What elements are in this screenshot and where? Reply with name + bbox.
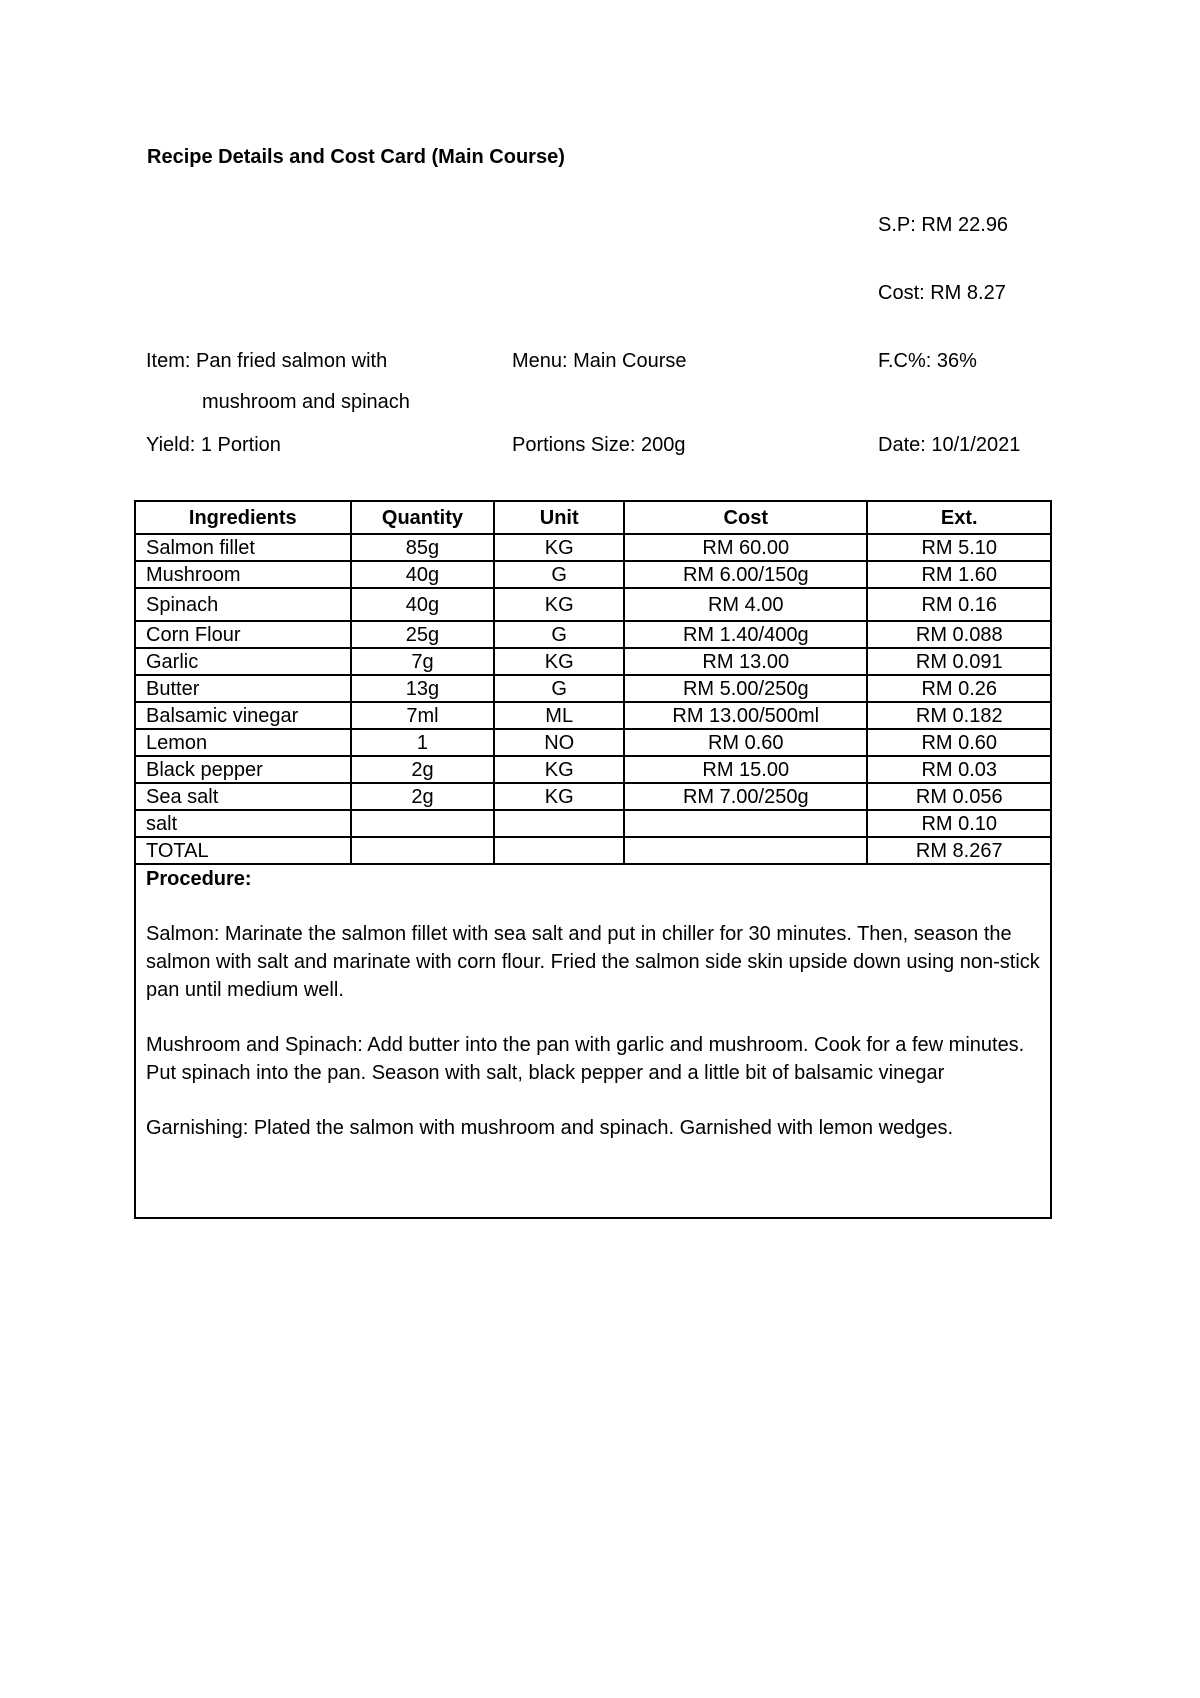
unit-cell: KG [494,588,624,621]
total-ext-cell: RM 8.267 [867,837,1051,864]
unit-cell: G [494,561,624,588]
procedure-salmon: Salmon: Marinate the salmon fillet with sea salt and put in chiller for 30 minutes. Then, season the salmon with salt and marinate with corn flour. Fried the salmon side skin upside down using non-stick pan until medium well. [146,923,1040,1001]
quantity-cell [351,837,495,864]
ext-cell: RM 1.60 [867,561,1051,588]
table-row [135,756,1051,783]
quantity-cell: 1 [351,729,495,756]
quantity-cell: 7g [351,648,495,675]
ext-cell: RM 0.03 [867,756,1051,783]
header-cost: Cost [624,501,867,534]
cost-cell [624,837,867,864]
cost-cell: RM 0.60 [624,729,867,756]
date-label: Date: 10/1/2021 [878,434,1021,456]
cost-cell: RM 5.00/250g [624,675,867,702]
item-name-line2: mushroom and spinach [202,391,410,413]
table-row [135,810,1051,837]
cost-cell: RM 1.40/400g [624,621,867,648]
unit-cell: G [494,675,624,702]
selling-price: S.P: RM 22.96 [878,214,1009,236]
food-cost-percent: F.C%: 36% [878,350,977,372]
ingredient-cell: salt [135,810,351,837]
cost-cell: RM 13.00 [624,648,867,675]
header-ingredients: Ingredients [135,501,351,534]
quantity-cell: 40g [351,588,495,621]
table-row [135,534,1051,561]
quantity-cell: 40g [351,561,495,588]
ext-cell: RM 0.056 [867,783,1051,810]
unit-cell: KG [494,648,624,675]
ingredient-cell: Spinach [135,588,351,621]
cost-cell: RM 7.00/250g [624,783,867,810]
procedure-mushroom-spinach: Mushroom and Spinach: Add butter into the pan with garlic and mushroom. Cook for a few minutes. Put spinach into the pan. Season with salt, black pepper and a little bit of balsamic vinegar [146,1034,1025,1084]
procedure-box [134,865,1052,1219]
procedure-title: Procedure: [146,868,252,890]
table-row [135,675,1051,702]
ext-cell: RM 0.088 [867,621,1051,648]
cost-cell: RM 15.00 [624,756,867,783]
quantity-cell: 85g [351,534,495,561]
ingredient-cost-table [134,500,1052,865]
cost-cell [624,810,867,837]
unit-cell: KG [494,783,624,810]
ingredient-cell: Butter [135,675,351,702]
ingredient-cell: Balsamic vinegar [135,702,351,729]
header-ext: Ext. [867,501,1051,534]
table-row [135,588,1051,621]
procedure-garnishing: Garnishing: Plated the salmon with mushroom and spinach. Garnished with lemon wedges. [146,1117,954,1139]
ingredient-cell: Salmon fillet [135,534,351,561]
ingredient-cell: Corn Flour [135,621,351,648]
cost-cell: RM 13.00/500ml [624,702,867,729]
ext-cell: RM 0.26 [867,675,1051,702]
table-row [135,648,1051,675]
ingredient-cell: Mushroom [135,561,351,588]
unit-cell [494,810,624,837]
total-label-cell: TOTAL [135,837,351,864]
ext-cell: RM 0.60 [867,729,1051,756]
ingredient-cell: Garlic [135,648,351,675]
ext-cell: RM 5.10 [867,534,1051,561]
unit-cell: KG [494,756,624,783]
unit-cell: NO [494,729,624,756]
cost-cell: RM 6.00/150g [624,561,867,588]
unit-cell [494,837,624,864]
header-unit: Unit [494,501,624,534]
total-row [135,837,1051,864]
unit-cell: G [494,621,624,648]
ext-cell: RM 0.10 [867,810,1051,837]
quantity-cell: 25g [351,621,495,648]
table-row [135,621,1051,648]
table-row [135,702,1051,729]
unit-cell: KG [494,534,624,561]
quantity-cell: 2g [351,783,495,810]
quantity-cell: 7ml [351,702,495,729]
quantity-cell: 2g [351,756,495,783]
table-row [135,783,1051,810]
document-title: Recipe Details and Cost Card (Main Course) [147,146,565,168]
cost-cell: RM 4.00 [624,588,867,621]
ingredient-cell: Sea salt [135,783,351,810]
ext-cell: RM 0.091 [867,648,1051,675]
total-cost: Cost: RM 8.27 [878,282,1006,304]
unit-cell: ML [494,702,624,729]
quantity-cell: 13g [351,675,495,702]
item-name-line1: Item: Pan fried salmon with [146,350,388,372]
ingredient-cell: Lemon [135,729,351,756]
table-row [135,561,1051,588]
cost-cell: RM 60.00 [624,534,867,561]
portion-size-label: Portions Size: 200g [512,434,686,456]
ext-cell: RM 0.16 [867,588,1051,621]
table-row [135,729,1051,756]
yield-label: Yield: 1 Portion [146,434,281,456]
ext-cell: RM 0.182 [867,702,1051,729]
ingredient-cell: Black pepper [135,756,351,783]
table-header-row [135,501,1051,534]
menu-label: Menu: Main Course [512,350,687,372]
header-quantity: Quantity [351,501,495,534]
quantity-cell [351,810,495,837]
